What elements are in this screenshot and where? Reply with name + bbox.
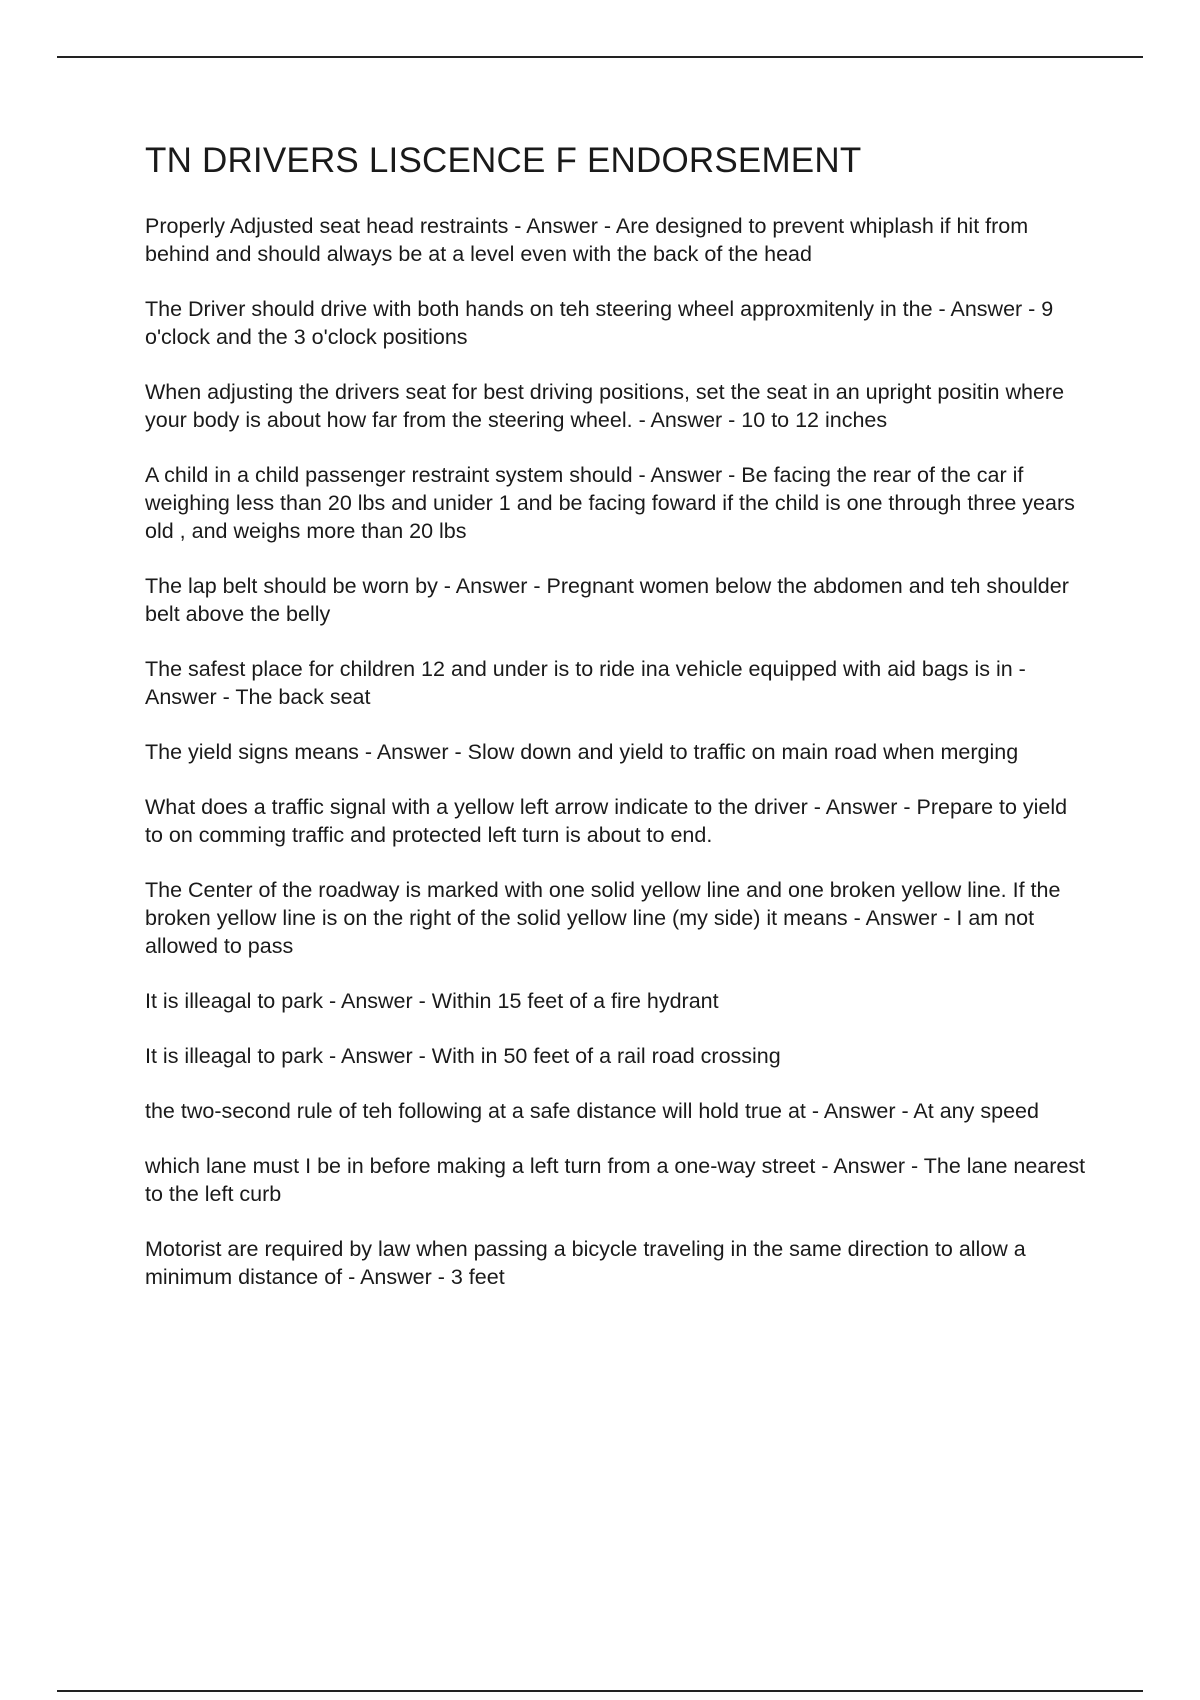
qa-item: The Center of the roadway is marked with one solid yellow line and one broken yellow line. If the broken yellow line is on the right of the solid yellow line (my side) it means - Answer - I am not allowed to pass: [145, 878, 1061, 958]
bottom-divider: [57, 1690, 1143, 1692]
qa-item: The safest place for children 12 and under is to ride ina vehicle equipped with aid bags is in - Answer - The back seat: [145, 657, 1026, 709]
qa-item: which lane must I be in before making a left turn from a one-way street - Answer - The lane nearest to the left curb: [145, 1154, 1086, 1206]
qa-item: the two-second rule of teh following at a safe distance will hold true at - Answer - At any speed: [145, 1099, 1039, 1123]
qa-item: Motorist are required by law when passing a bicycle traveling in the same direction to allow a minimum distance of - Answer - 3 feet: [145, 1237, 1026, 1289]
top-divider: [57, 56, 1143, 58]
qa-item: When adjusting the drivers seat for best driving positions, set the seat in an upright positin where your body is about how far from the steering wheel. - Answer - 10 to 12 inches: [145, 380, 1065, 432]
qa-item: Properly Adjusted seat head restraints - Answer - Are designed to prevent whiplash if hit from behind and should always be at a level even with the back of the head: [145, 214, 1029, 266]
qa-list: [145, 212, 1090, 1291]
qa-item: It is illeagal to park - Answer - With in 50 feet of a rail road crossing: [145, 1044, 781, 1068]
qa-item: What does a traffic signal with a yellow left arrow indicate to the driver - Answer - Prepare to yield to on comming traffic and protected left turn is about to end.: [145, 795, 1068, 847]
qa-item: The yield signs means - Answer - Slow down and yield to traffic on main road when merging: [145, 740, 1019, 764]
document-title: TN DRIVERS LISCENCE F ENDORSEMENT: [145, 141, 862, 180]
qa-item: The lap belt should be worn by - Answer - Pregnant women below the abdomen and teh shoulder belt above the belly: [145, 574, 1069, 626]
qa-item: The Driver should drive with both hands on teh steering wheel approxmitenly in the - Answer - 9 o'clock and the 3 o'clock positions: [145, 297, 1054, 349]
document-body: [145, 140, 1090, 1318]
qa-item: A child in a child passenger restraint system should - Answer - Be facing the rear of the car if weighing less than 20 lbs and unider 1 and be facing foward if the child is one through three years old , and weighs more than 20 lbs: [145, 463, 1075, 543]
qa-item: It is illeagal to park - Answer - Within 15 feet of a fire hydrant: [145, 989, 719, 1013]
